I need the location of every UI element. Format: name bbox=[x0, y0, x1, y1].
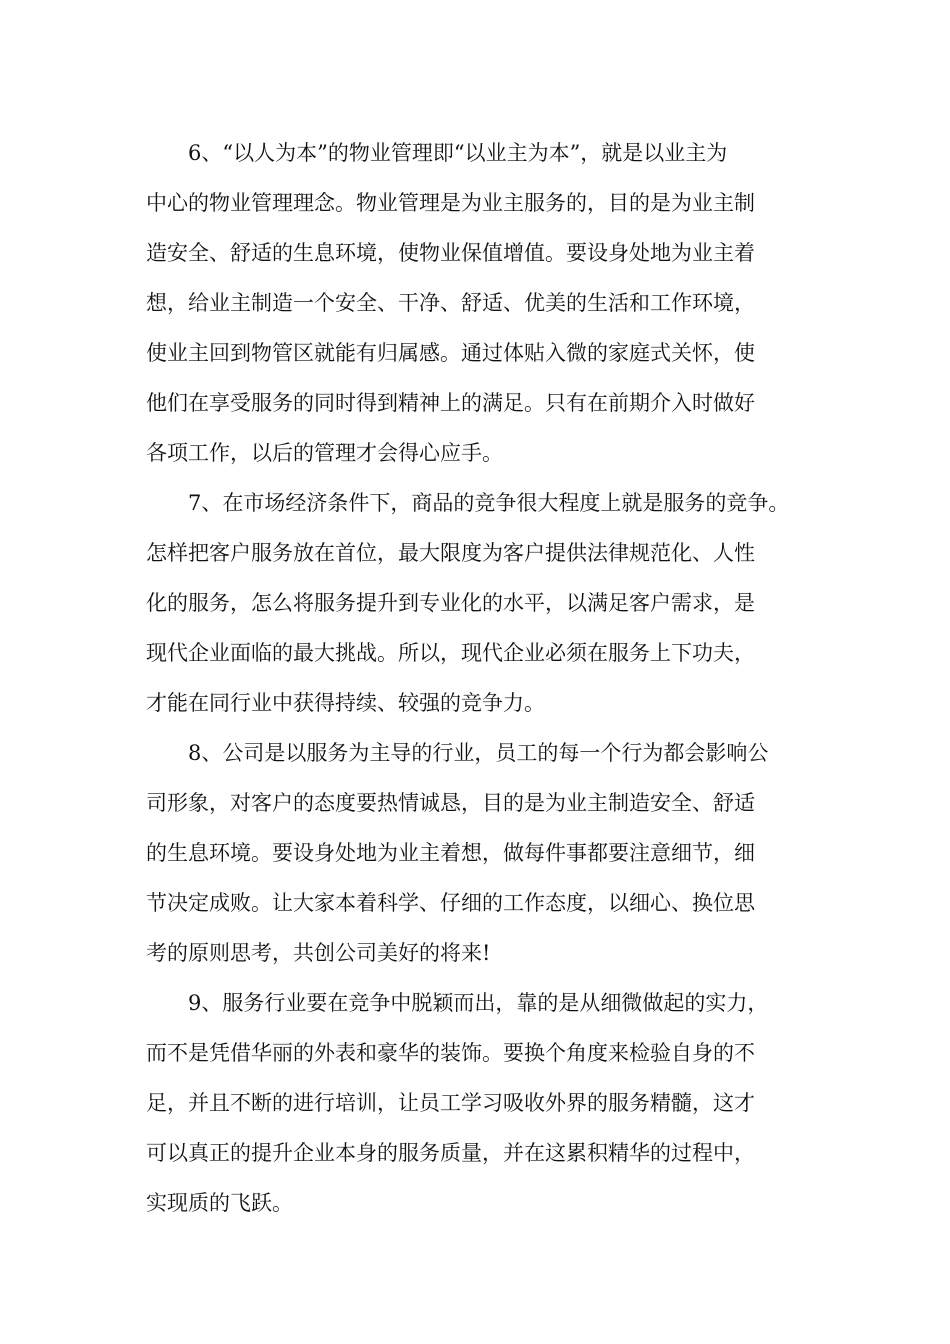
body-text bbox=[146, 128, 816, 1228]
paragraph-6-line-1: 6、“以人为本”的物业管理即“以业主为本”，就是以业主为 bbox=[188, 141, 728, 165]
paragraph-9-line-3: 足，并且不断的进行培训，让员工学习吸收外界的服务精髓，这才 bbox=[146, 1091, 755, 1115]
paragraph-7-line-2: 怎样把客户服务放在首位，最大限度为客户提供法律规范化、人性 bbox=[146, 541, 755, 565]
paragraph-9-line-4: 可以真正的提升企业本身的服务质量，并在这累积精华的过程中， bbox=[146, 1141, 755, 1165]
paragraph-6-line-4: 想，给业主制造一个安全、干净、舒适、优美的生活和工作环境， bbox=[146, 291, 755, 315]
paragraph-7-line-5: 才能在同行业中获得持续、较强的竞争力。 bbox=[146, 691, 545, 715]
paragraph-6-line-7: 各项工作，以后的管理才会得心应手。 bbox=[146, 441, 503, 465]
paragraph-9-line-2: 而不是凭借华丽的外表和豪华的装饰。要换个角度来检验自身的不 bbox=[146, 1041, 755, 1065]
paragraph-8-line-4: 节决定成败。让大家本着科学、仔细的工作态度，以细心、换位思 bbox=[146, 891, 755, 915]
paragraph-9-line-5: 实现质的飞跃。 bbox=[146, 1191, 293, 1215]
paragraph-8-line-2: 司形象，对客户的态度要热情诚恳，目的是为业主制造安全、舒适 bbox=[146, 791, 755, 815]
paragraph-7-line-4: 现代企业面临的最大挑战。所以，现代企业必须在服务上下功夫， bbox=[146, 641, 755, 665]
paragraph-6-line-2: 中心的物业管理理念。物业管理是为业主服务的，目的是为业主制 bbox=[146, 191, 755, 215]
paragraph-7-line-3: 化的服务，怎么将服务提升到专业化的水平，以满足客户需求，是 bbox=[146, 591, 755, 615]
paragraph-9-line-1: 9、服务行业要在竞争中脱颖而出，靠的是从细微做起的实力， bbox=[188, 991, 769, 1015]
paragraph-6-line-6: 他们在享受服务的同时得到精神上的满足。只有在前期介入时做好 bbox=[146, 391, 755, 415]
paragraph-8-line-5: 考的原则思考，共创公司美好的将来! bbox=[146, 941, 491, 965]
paragraph-8-line-1: 8、公司是以服务为主导的行业，员工的每一个行为都会影响公 bbox=[188, 741, 769, 765]
paragraph-8-line-3: 的生息环境。要设身处地为业主着想，做每件事都要注意细节，细 bbox=[146, 841, 755, 865]
paragraph-6-line-3: 造安全、舒适的生息环境，使物业保值增值。要设身处地为业主着 bbox=[146, 241, 755, 265]
paragraph-7-line-1: 7、在市场经济条件下，商品的竞争很大程度上就是服务的竞争。 bbox=[188, 491, 790, 515]
paragraph-6-line-5: 使业主回到物管区就能有归属感。通过体贴入微的家庭式关怀，使 bbox=[146, 341, 755, 365]
